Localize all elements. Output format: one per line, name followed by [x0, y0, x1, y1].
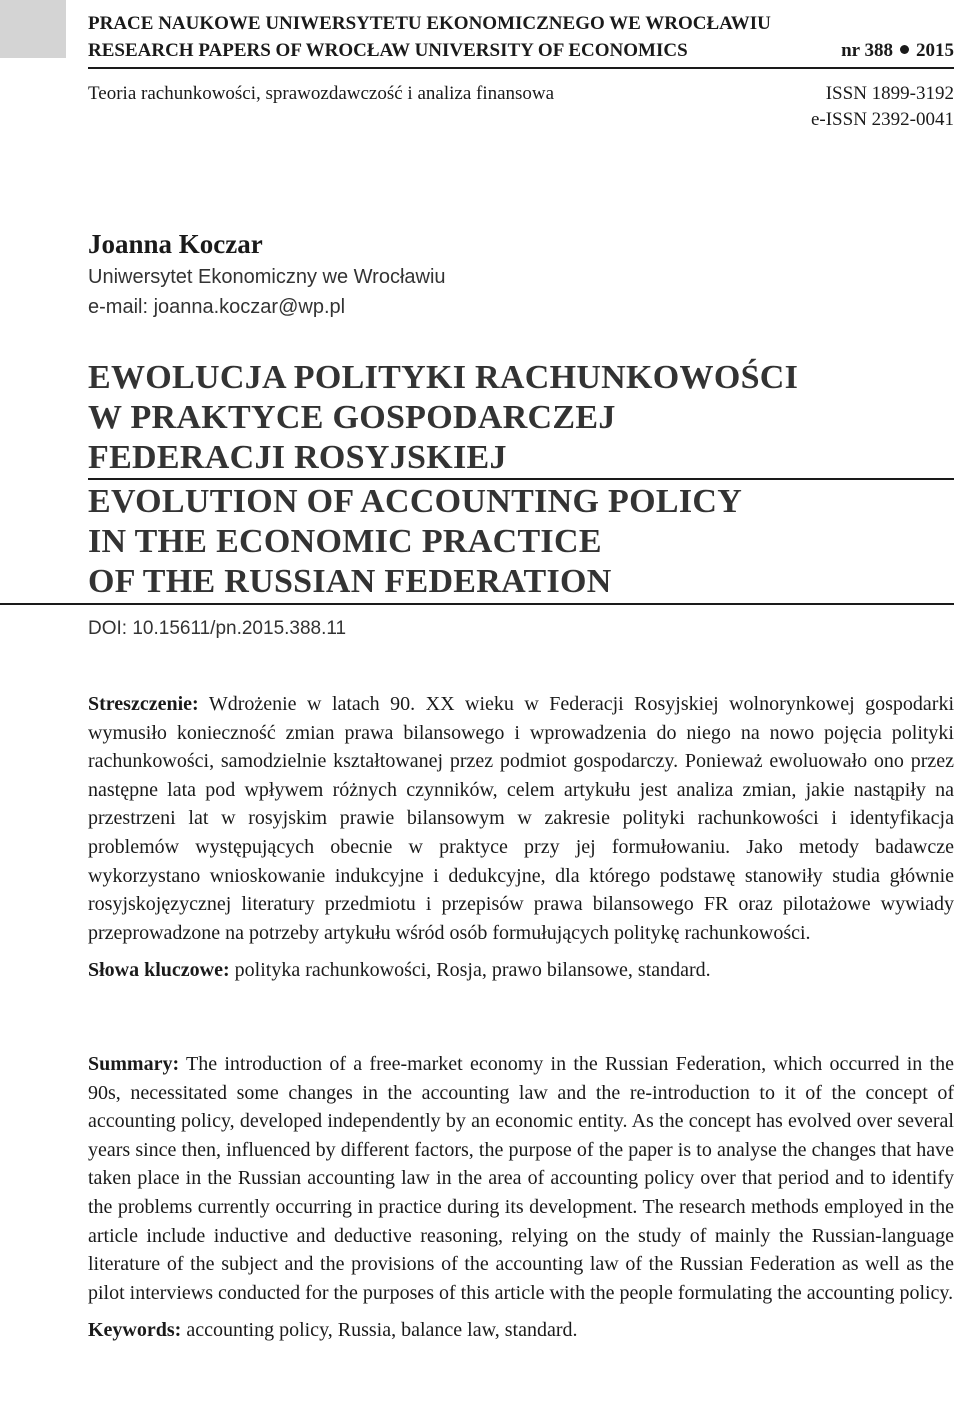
eissn: e-ISSN 2392-0041 — [810, 109, 954, 130]
issue-number: nr 388 — [841, 40, 893, 61]
abstract-pl-paragraph — [88, 690, 954, 947]
header-rule — [88, 67, 954, 69]
title-en-line: EVOLUTION OF ACCOUNTING POLICY — [88, 483, 743, 520]
abstract-en-paragraph — [88, 1050, 954, 1307]
journal-name-en: RESEARCH PAPERS OF WROCŁAW UNIVERSITY OF ECONOMICS — [88, 40, 688, 61]
abstract-en — [88, 1050, 954, 1345]
author-affiliation: Uniwersytet Ekonomiczny we Wrocławiu — [88, 266, 446, 288]
abstract-pl — [88, 690, 954, 985]
title-bottom-rule — [0, 603, 954, 605]
bullet-icon — [900, 45, 909, 54]
header-gray-tab — [0, 0, 66, 58]
title-en — [88, 482, 954, 602]
title-pl-line: W PRAKTYCE GOSPODARCZEJ — [88, 399, 616, 436]
keywords-en-label: Keywords: — [88, 1319, 182, 1342]
issue-info — [841, 37, 954, 64]
title-en-line: IN THE ECONOMIC PRACTICE — [88, 523, 602, 560]
abstract-en-text: The introduction of a free-market economy in the Russian Federation, which occurred in the 90s, necessitated some changes in the accounting law and the re-introduction to it of the concept of accounting policy, developed independently by an economic entity. As the concept has evolved over several years since then, influenced by different factors, the purpose of the paper is to analyse the changes that have taken place in the Russian accounting law in the area of accounting policy over that period and to identify the problems currently occurring in practice during its development. The research methods employed in the article include inductive and deductive reasoning, relying on the study of mainly the Russian-language literature of the subject and the provisions of the accounting law of the Russian Federation as well as the pilot interviews conducted for the purposes of this article with the people formulating the accounting policy. — [88, 1053, 954, 1304]
abstract-pl-label: Streszczenie: — [88, 693, 199, 715]
keywords-pl — [88, 956, 954, 985]
abstract-pl-text: Wdrożenie w latach 90. XX wieku w Federacji Rosyjskiej wolnorynkowej gospodarki wymusiło konieczność zmian prawa bilansowego i wprowadzenia do niego na nowo pojęcia polityki rachunkowości, samodzielnie kształtowanej przez podmiot gospodarczy. Ponieważ ewoluowało ono przez następne lata pod wpływem różnych czynników, celem artykułu jest analiza zmian, jakie nastąpiły na przestrzeni lat w rosyjskim prawie bilansowym w zakresie polityki rachunkowości i identyfikacja problemów występujących obecnie w praktyce przy jej formułowaniu. Jako metody badawcze wykorzystano wnioskowanie indukcyjne i dedukcyjne, dla którego podstawę stanowiły studia głównie rosyjskojęzycznej literatury przedmiotu i przepisów prawa bilansowego FR oraz pilotażowe wywiady przeprowadzone na potrzeby artykułu wśród osób formułujących politykę rachunkowości. — [88, 693, 955, 944]
title-pl — [88, 358, 954, 478]
issn: ISSN 1899-3192 — [825, 83, 954, 104]
issue-year: 2015 — [916, 40, 954, 61]
author-name: Joanna Koczar — [88, 229, 263, 259]
doi: DOI: 10.15611/pn.2015.388.11 — [88, 618, 347, 639]
title-pl-line: FEDERACJI ROSYJSKIEJ — [88, 439, 507, 476]
journal-name-en-row — [88, 37, 954, 64]
title-pl-line: EWOLUCJA POLITYKI RACHUNKOWOŚCI — [88, 359, 799, 396]
keywords-en-text: accounting policy, Russia, balance law, standard. — [186, 1319, 578, 1342]
keywords-pl-text: polityka rachunkowości, Rosja, prawo bilansowe, standard. — [234, 959, 711, 982]
journal-name-pl: PRACE NAUKOWE UNIWERSYTETU EKONOMICZNEGO WE WROCŁAWIU — [88, 13, 771, 34]
keywords-en — [88, 1316, 954, 1345]
keywords-pl-label: Słowa kluczowe: — [88, 959, 230, 982]
issn-block — [811, 81, 954, 133]
journal-header — [88, 10, 954, 133]
author-block — [88, 226, 954, 322]
title-en-line: OF THE RUSSIAN FEDERATION — [88, 563, 612, 600]
author-email: e-mail: joanna.koczar@wp.pl — [88, 296, 346, 318]
series-title: Teoria rachunkowości, sprawozdawczość i analiza finansowa — [88, 83, 555, 104]
series-row — [88, 81, 954, 133]
abstract-en-label: Summary: — [88, 1053, 180, 1075]
title-divider — [88, 478, 954, 480]
